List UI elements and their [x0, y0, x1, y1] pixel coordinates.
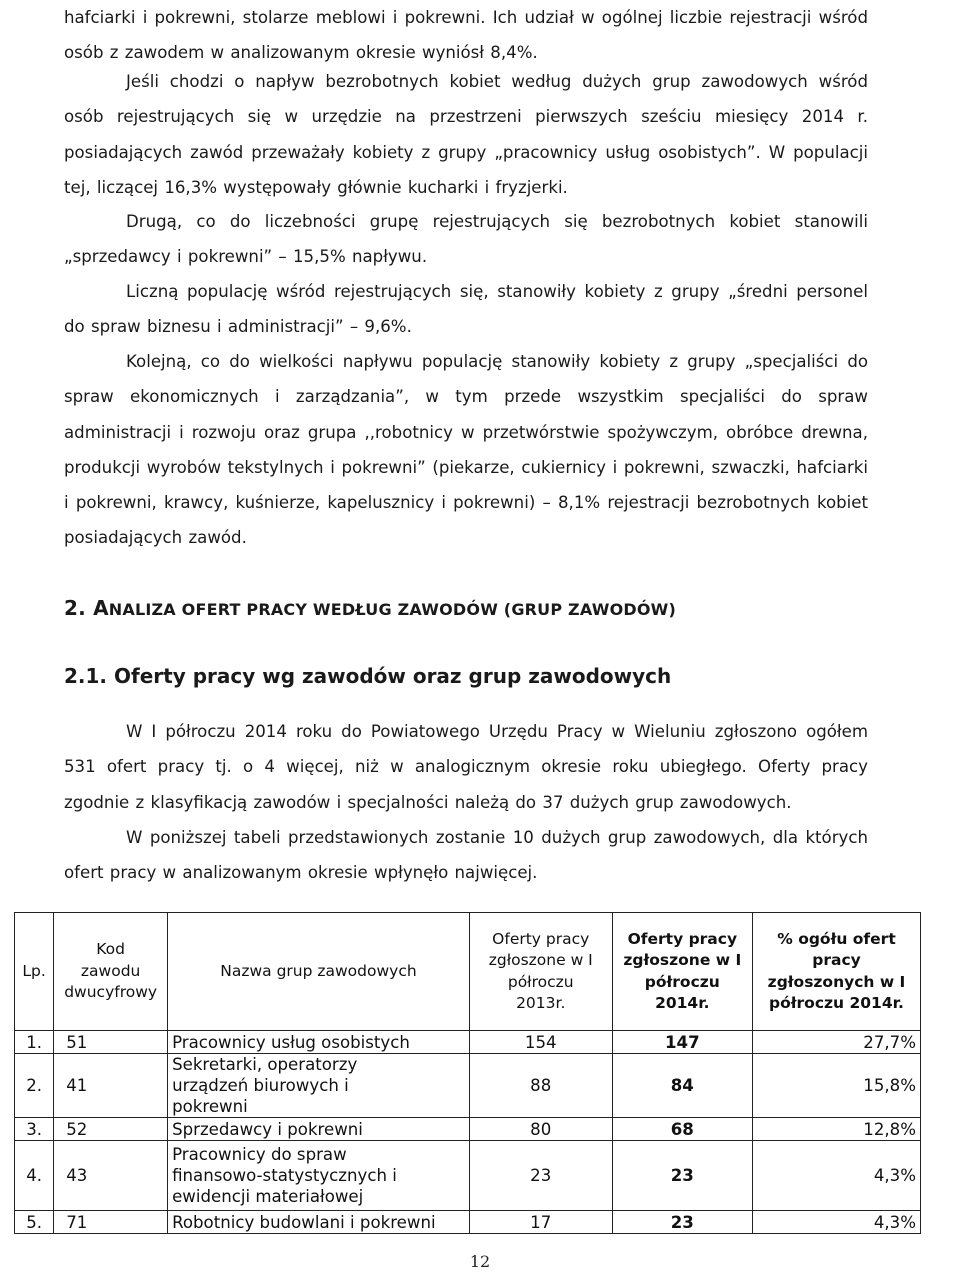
cell-lp: 4. [15, 1141, 54, 1211]
cell-procent: 27,7% [753, 1031, 921, 1054]
cell-kod: 43 [54, 1141, 168, 1211]
cell-lp: 5. [15, 1211, 54, 1234]
header-oferty-2014: Oferty pracy zgłoszone w I półroczu 2014r. [612, 913, 752, 1031]
cell-oferty-2013: 88 [469, 1054, 612, 1118]
table-row [15, 1054, 921, 1118]
cell-lp: 2. [15, 1054, 54, 1118]
cell-nazwa: Sekretarki, operatorzy urządzeń biurowych i pokrewni [168, 1054, 470, 1118]
cell-nazwa: Robotnicy budowlani i pokrewni [168, 1211, 470, 1234]
cell-kod: 51 [54, 1031, 168, 1054]
cell-oferty-2014: 147 [612, 1031, 752, 1054]
subsection-heading: 2.1. Oferty pracy wg zawodów oraz grup zawodowych [64, 664, 672, 688]
header-oferty-2013: Oferty pracy zgłoszone w I półroczu 2013r. [469, 913, 612, 1031]
cell-oferty-2014: 84 [612, 1054, 752, 1118]
cell-nazwa: Pracownicy usług osobistych [168, 1031, 470, 1054]
offers-table [14, 912, 921, 1234]
cell-oferty-2013: 17 [469, 1211, 612, 1234]
cell-oferty-2014: 23 [612, 1141, 752, 1211]
cell-oferty-2014: 23 [612, 1211, 752, 1234]
cell-kod: 71 [54, 1211, 168, 1234]
paragraph-offers-total: W I półroczu 2014 roku do Powiatowego Urzędu Pracy w Wieluniu zgłoszono ogółem 531 ofert pracy tj. o 4 więcej, niż w analogicznym okresie roku ubiegłego. Oferty pracy zgodnie z klasyfikacją zawodów i specjalności należą do 37 dużych grup zawodowych. [64, 722, 868, 812]
paragraph-women-inflow: Jeśli chodzi o napływ bezrobotnych kobiet według dużych grup zawodowych wśród osób rejestrujących się w urzędzie na przestrzeni pierwszych sześciu miesięcy 2014 r. posiadających zawód przeważały kobiety z grupy „pracownicy usług osobistych”. W populacji tej, liczącej 16,3% występowały głównie kucharki i fryzjerki. [64, 72, 868, 197]
paragraph-business-personnel: Liczną populację wśród rejestrujących się, stanowiły kobiety z grupy „średni personel do spraw biznesu i administracji” – 9,6%. [64, 282, 868, 337]
cell-lp: 1. [15, 1031, 54, 1054]
cell-oferty-2013: 154 [469, 1031, 612, 1054]
cell-lp: 3. [15, 1118, 54, 1141]
table-header-row [15, 913, 921, 1031]
cell-nazwa: Sprzedawcy i pokrewni [168, 1118, 470, 1141]
paragraph-sellers: Drugą, co do liczebności grupę rejestrujących się bezrobotnych kobiet stanowili „sprzedawcy i pokrewni” – 15,5% napływu. [64, 212, 868, 267]
cell-oferty-2013: 23 [469, 1141, 612, 1211]
cell-oferty-2014: 68 [612, 1118, 752, 1141]
table-row [15, 1211, 921, 1234]
cell-kod: 41 [54, 1054, 168, 1118]
paragraph-table-intro: W poniższej tabeli przedstawionych zostanie 10 dużych grup zawodowych, dla których ofert pracy w analizowanym okresie wpłynęło najwięcej. [64, 828, 868, 883]
header-nazwa: Nazwa grup zawodowych [168, 913, 470, 1031]
cell-procent: 4,3% [753, 1141, 921, 1211]
cell-nazwa: Pracownicy do spraw finansowo-statystycznych i ewidencji materiałowej [168, 1141, 470, 1211]
cell-kod: 52 [54, 1118, 168, 1141]
header-kod: Kod zawodu dwucyfrowy [54, 913, 168, 1031]
section-heading: 2. ANALIZA OFERT PRACY WEDŁUG ZAWODÓW (GRUP ZAWODÓW) [64, 596, 677, 620]
table-row [15, 1141, 921, 1211]
header-lp: Lp. [15, 913, 54, 1031]
paragraph-specialists: Kolejną, co do wielkości napływu populację stanowiły kobiety z grupy „specjaliści do spraw ekonomicznych i zarządzania”, w tym przede wszystkim specjaliści do spraw administracji i rozwoju oraz grupa ,,robotnicy w przetwórstwie spożywczym, obróbce drewna, produkcji wyrobów tekstylnych i pokrewni” (piekarze, cukiernicy i pokrewni, szwaczki, hafciarki i pokrewni, krawcy, kuśnierze, kapelusznicy i pokrewni) – 8,1% rejestracji bezrobotnych kobiet posiadających zawód. [64, 352, 868, 548]
table-row [15, 1031, 921, 1054]
cell-procent: 4,3% [753, 1211, 921, 1234]
cell-procent: 12,8% [753, 1118, 921, 1141]
cell-procent: 15,8% [753, 1054, 921, 1118]
page-number: 12 [469, 1252, 491, 1271]
cell-oferty-2013: 80 [469, 1118, 612, 1141]
table-row [15, 1118, 921, 1141]
header-procent: % ogółu ofert pracy zgłoszonych w I półroczu 2014r. [753, 913, 921, 1031]
paragraph-continuation: hafciarki i pokrewni, stolarze meblowi i pokrewni. Ich udział w ogólnej liczbie rejestracji wśród osób z zawodem w analizowanym okresie wyniósł 8,4%. [64, 8, 868, 63]
